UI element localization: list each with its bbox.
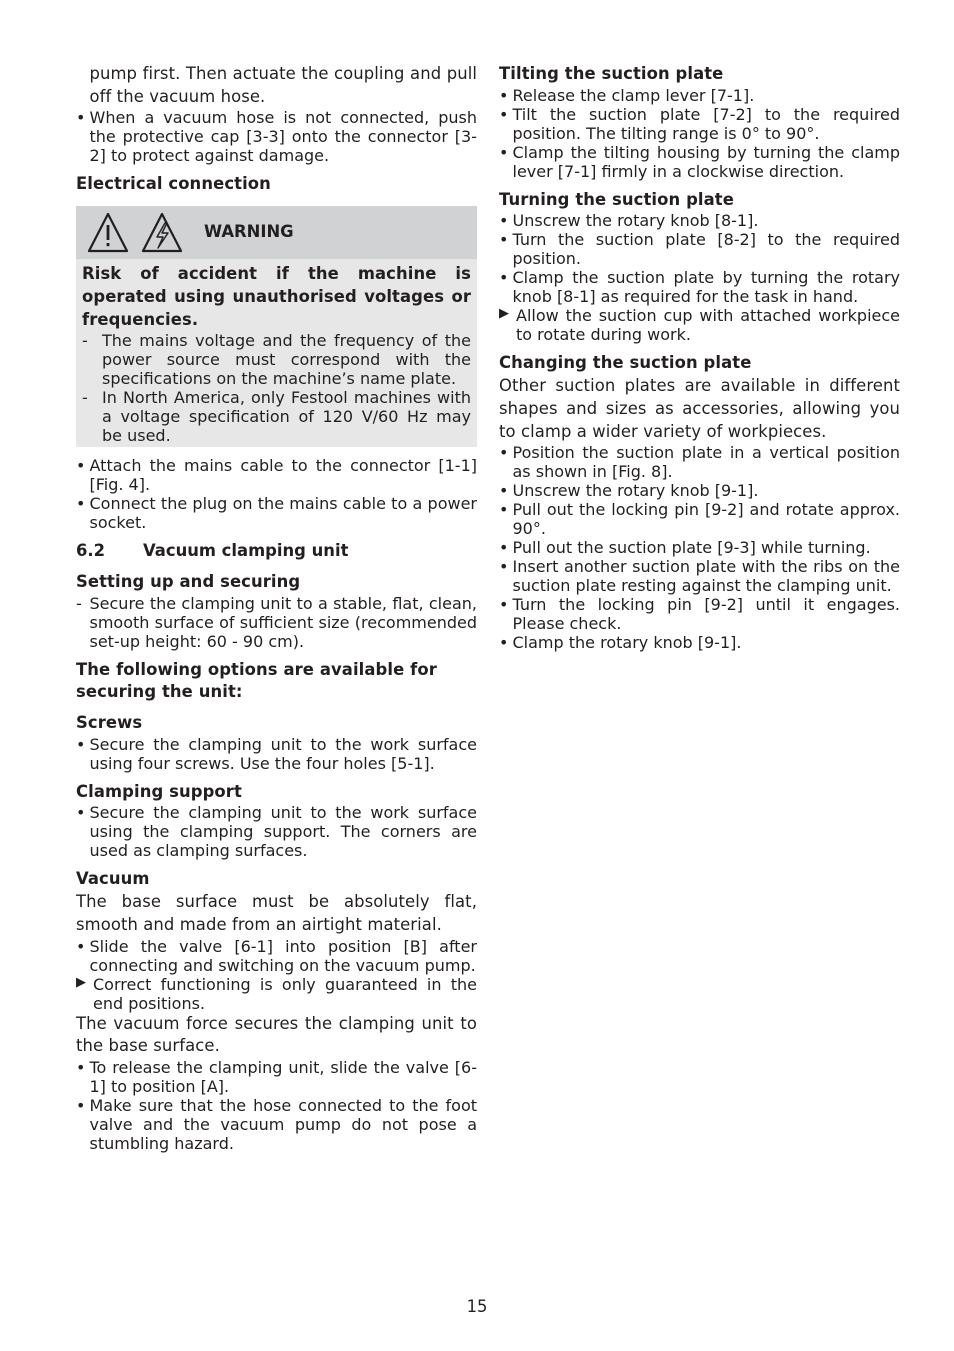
list-item: • Unscrew the rotary knob [9-1]. bbox=[499, 481, 759, 501]
list-item: • To release the clamping unit, slide the valve [6-1] to position [A]. bbox=[76, 1057, 477, 1096]
warning-item: - In North America, only Festool machines with a voltage specification of 120 V/60 Hz may be used. bbox=[82, 388, 471, 446]
list-item-text: Secure the clamping unit to the work surface using the clamping support. The corners are used as clamping surfaces. bbox=[89, 803, 477, 861]
list-item-text: Turn the suction plate [8-2] to the required position. bbox=[512, 230, 900, 269]
list-item-text: Connect the plug on the mains cable to a power socket. bbox=[89, 494, 477, 533]
heading-vacuum: Vacuum bbox=[76, 869, 150, 889]
arrow-icon: ▶ bbox=[499, 306, 509, 322]
list-item: • Slide the valve [6-1] into position [B] after connecting and switching on the vacuum pump. bbox=[76, 936, 477, 975]
arrow-icon: ▶ bbox=[76, 974, 86, 990]
warning-triangle-icon bbox=[89, 214, 127, 251]
list-item: • Attach the mains cable to the connector [1-1] [Fig. 4]. bbox=[76, 456, 477, 495]
paragraph: The base surface must be absolutely flat, smooth and made from an airtight material. bbox=[76, 892, 477, 934]
list-item-text: Position the suction plate in a vertical position as shown in [Fig. 8]. bbox=[512, 443, 900, 482]
list-item: • Turn the locking pin [9-2] until it engages. Please check. bbox=[499, 595, 900, 634]
heading-turning: Turning the suction plate bbox=[499, 189, 734, 209]
list-item: • Connect the plug on the mains cable to a power socket. bbox=[76, 494, 477, 533]
warning-box bbox=[76, 206, 477, 447]
bullet: • bbox=[76, 108, 86, 128]
list-item: • Secure the clamping unit to the work surface using the clamping support. The corners are used as clamping surfaces. bbox=[76, 803, 477, 861]
list-item-text: Tilt the suction plate [7-2] to the required position. The tilting range is 0° to 90°. bbox=[512, 104, 900, 143]
warning-header bbox=[76, 206, 477, 259]
arrow-item-text: Correct functioning is only guaranteed in the end positions. bbox=[93, 974, 477, 1013]
list-item: • Release the clamp lever [7-1]. bbox=[499, 85, 755, 105]
list-item: • Pull out the suction plate [9-3] while turning. bbox=[499, 538, 871, 558]
warning-title: WARNING bbox=[204, 222, 294, 242]
list-item-text: Pull out the locking pin [9-2] and rotate approx. 90°. bbox=[512, 500, 900, 539]
list-item: • Clamp the rotary knob [9-1]. bbox=[499, 633, 742, 653]
warning-item-text: The mains voltage and the frequency of the power source must correspond with the specifications on the machine’s name plate. bbox=[102, 331, 471, 389]
list-item-text: Unscrew the rotary knob [8-1]. bbox=[512, 211, 759, 231]
list-item-text: Unscrew the rotary knob [9-1]. bbox=[512, 481, 759, 501]
warning-lead: Risk of accident if the machine is operated using unauthorised voltages or frequencies. bbox=[82, 264, 471, 329]
arrow-item bbox=[499, 306, 900, 344]
list-item: • Make sure that the hose connected to the foot valve and the vacuum pump do not pose a stumbling hazard. bbox=[76, 1095, 477, 1153]
list-item: • Secure the clamping unit to the work surface using four screws. Use the four holes [5-1]. bbox=[76, 734, 477, 773]
list-item: • Position the suction plate in a vertical position as shown in [Fig. 8]. bbox=[499, 443, 900, 482]
heading-electrical-connection: Electrical connection bbox=[76, 174, 271, 194]
warning-item: - The mains voltage and the frequency of the power source must correspond with the specifications on the machine’s name plate. bbox=[82, 331, 471, 389]
section-title: Vacuum clamping unit bbox=[143, 541, 349, 561]
heading-changing: Changing the suction plate bbox=[499, 353, 752, 373]
list-item-text: Insert another suction plate with the ribs on the suction plate resting against the clamping unit. bbox=[512, 557, 900, 596]
list-item-text: Turn the locking pin [9-2] until it engages. Please check. bbox=[512, 595, 900, 634]
arrow-item-text: Allow the suction cup with attached workpiece to rotate during work. bbox=[516, 306, 900, 345]
list-item-text: To release the clamping unit, slide the valve [6-1] to position [A]. bbox=[89, 1057, 477, 1096]
warning-body bbox=[76, 259, 477, 447]
heading-screws: Screws bbox=[76, 713, 143, 733]
list-item: - Secure the clamping unit to a stable, flat, clean, smooth surface of sufficient size (recommended set-up height: 60 - 90 cm). bbox=[76, 593, 477, 651]
page-number: 15 bbox=[466, 1297, 488, 1316]
list-item: • Clamp the tilting housing by turning the clamp lever [7-1] firmly in a clockwise direction. bbox=[499, 142, 900, 181]
arrow-item bbox=[76, 975, 477, 1013]
list-item-text: When a vacuum hose is not connected, push the protective cap [3-3] onto the connector [3-2] to protect against damage. bbox=[89, 108, 477, 166]
list-item-text: Secure the clamping unit to a stable, flat, clean, smooth surface of sufficient size (recommended set-up height: 60 - 90 cm). bbox=[89, 593, 477, 651]
list-item: • Pull out the locking pin [9-2] and rotate approx. 90°. bbox=[499, 500, 900, 539]
list-item: • Tilt the suction plate [7-2] to the required position. The tilting range is 0° to 90°. bbox=[499, 104, 900, 143]
electric-hazard-icon bbox=[143, 214, 181, 251]
heading-tilting: Tilting the suction plate bbox=[499, 64, 724, 83]
list-item: • Turn the suction plate [8-2] to the required position. bbox=[499, 230, 900, 269]
section-number: 6.2 bbox=[76, 541, 106, 561]
heading-options: The following options are available for securing the unit: bbox=[76, 659, 437, 702]
list-item-text: Release the clamp lever [7-1]. bbox=[512, 85, 755, 105]
list-item-text: Pull out the suction plate [9-3] while turning. bbox=[512, 538, 871, 558]
paragraph: Other suction plates are available in different shapes and sizes as accessories, allowing you to clamp a wider variety of workpieces. bbox=[499, 376, 900, 441]
section-heading bbox=[76, 540, 477, 563]
heading-setting-up: Setting up and securing bbox=[76, 571, 301, 591]
list-item-text: Clamp the tilting housing by turning the clamp lever [7-1] firmly in a clockwise direction. bbox=[512, 142, 900, 181]
paragraph: The vacuum force secures the clamping unit to the base surface. bbox=[76, 1013, 477, 1056]
left-column bbox=[76, 63, 477, 1153]
list-item-text: Slide the valve [6-1] into position [B] after connecting and switching on the vacuum pump. bbox=[89, 936, 477, 975]
list-item bbox=[76, 108, 477, 165]
list-item-text: Secure the clamping unit to the work surface using four screws. Use the four holes [5-1]. bbox=[89, 734, 477, 773]
right-column bbox=[499, 63, 900, 652]
list-item-text: Attach the mains cable to the connector [1-1] [Fig. 4]. bbox=[89, 456, 477, 495]
list-item-text: Clamp the rotary knob [9-1]. bbox=[512, 633, 742, 653]
list-item: • Insert another suction plate with the ribs on the suction plate resting against the clamping unit. bbox=[499, 557, 900, 596]
warning-item-text: In North America, only Festool machines with a voltage specification of 120 V/60 Hz may be used. bbox=[102, 388, 471, 446]
heading-clamping-support: Clamping support bbox=[76, 781, 242, 801]
list-item: • Unscrew the rotary knob [8-1]. bbox=[499, 211, 759, 231]
list-item-text: Clamp the suction plate by turning the rotary knob [8-1] as required for the task in hand. bbox=[512, 268, 900, 307]
warning-icons bbox=[88, 212, 186, 254]
list-item-text: Make sure that the hose connected to the foot valve and the vacuum pump do not pose a stumbling hazard. bbox=[89, 1095, 477, 1153]
list-item: • Clamp the suction plate by turning the rotary knob [8-1] as required for the task in hand. bbox=[499, 268, 900, 307]
intro-continuation: pump first. Then actuate the coupling and pull off the vacuum hose. bbox=[89, 64, 477, 106]
